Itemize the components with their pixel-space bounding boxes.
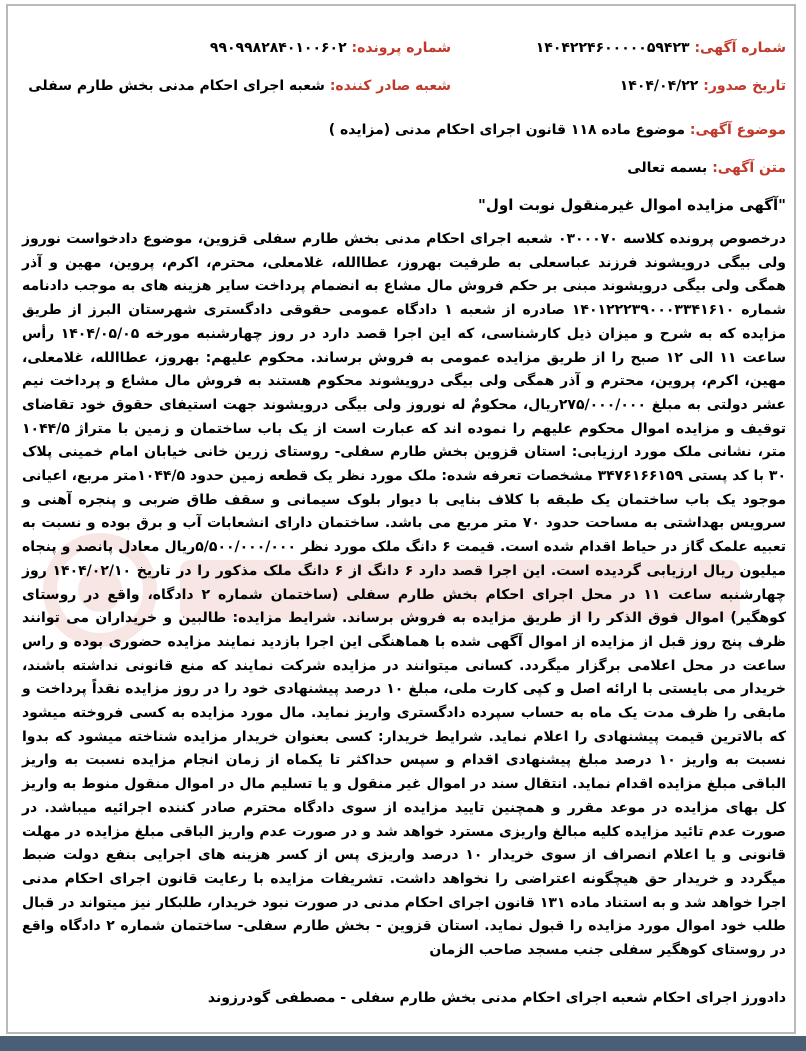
subject-value: موضوع ماده ۱۱۸ قانون اجرای احکام مدنی (مزایده ) <box>328 122 685 138</box>
case-number-value: ۹۹۰۹۹۸۲۸۴۰۱۰۰۶۰۲ <box>209 40 347 56</box>
ad-number-value: ۱۴۰۴۲۲۴۶۰۰۰۰۰۵۹۴۲۳ <box>535 40 690 56</box>
ad-title: "آگهی مزایده اموال غیرمنقول نوبت اول" <box>478 196 786 214</box>
text-intro-label: متن آگهی: <box>712 160 786 176</box>
issuer-row <box>28 78 451 94</box>
issue-date-row <box>620 78 786 94</box>
issuer-value: شعبه اجرای احکام مدنی بخش طارم سفلی <box>28 78 325 94</box>
subject-label: موضوع آگهی: <box>689 122 786 138</box>
signature-line: دادورز اجرای احکام شعبه اجرای احکام مدنی بخش طارم سفلی - مصطفی گودرزوند <box>207 990 786 1006</box>
subject-row <box>329 122 786 138</box>
case-number-row <box>210 40 451 56</box>
notice-body: درخصوص پرونده کلاسه ۰۳۰۰۰۷۰ شعبه اجرای احکام مدنی بخش طارم سفلی قزوین، موضوع دادخواست نوروز ولی بیگی درویشوند فرزند عباسعلی به طرفیت بهروز، عطاالله، غلامعلی، محترم، اکرم، پروین، مهین و آذر همگی ولی بیگی درویشوند مبنی بر حکم فروش مال مشاع به انضمام پرداخت سایر هزینه های به موجب دادنامه شماره ۱۴۰۱۲۲۲۳۹۰۰۰۳۳۴۱۶۱۰ صادره از شعبه ۱ دادگاه عمومی حقوقی دادگستری شهرستان البرز از طریق مزایده که به شرح و میزان ذیل کارشناسی، که این اجرا قصد دارد در روز چهارشنبه مورخه ۱۴۰۴/۰۵/۰۵ رأس ساعت ۱۱ الی ۱۲ صبح را از طریق مزایده عمومی به فروش برساند. محکوم علیهم: بهروز، عطاالله، غلامعلی، مهین، اکرم، پروین، محترم و آذر همگی ولی بیگی درویشوند محکوم هستند به فروش مال مشاع و پرداخت نیم عشر دولتی به مبلغ ۲۷۵/۰۰۰/۰۰۰ریال، محکومٌ له نوروز ولی بیگی درویشوند جهت استیفای حقوق خود تقاضای توقیف و مزایده اموال محکوم علیهم را نموده اند که عبارت است از یک باب ساختمان و زمین با متراژ ۱۰۴۴/۵ متر، نشانی ملک مورد ارزیابی: استان قزوین بخش طارم سفلی- روستای زرین خانی خیابان امام خمینی پلاک ۳۰ با کد پستی ۳۴۷۶۱۶۶۱۵۹ مشخصات تعرفه شده: ملک مورد نظر یک قطعه زمین حدود ۱۰۴۴/۵متر مربع، اعیانی موجود یک باب ساختمان یک طبقه با کلاف بنایی با دیوار بلوک سیمانی و سقف طاق ضربی و پنجره آهنی و سرویس بهداشتی به مساحت حدود ۷۰ متر مربع می باشد. ساختمان دارای انشعابات آب و برق بوده و نسبت به تعبیه علمک گاز در حیاط اقدام شده است. قیمت ۶ دانگ ملک مورد نظر ۵/۵۰۰/۰۰۰/۰۰۰ریال معادل پانصد و پنجاه میلیون ریال ارزیابی گردیده است. این اجرا قصد دارد ۶ دانگ از ۶ دانگ ملک مذکور را در تاریخ ۱۴۰۴/۰۲/۱۰ روز چهارشنبه ساعت ۱۱ در محل اجرای احکام بخش طارم سفلی (ساختمان شماره ۲ دادگاه، واقع در روستای کوهگیر) اموال فوق الذکر را از طریق مزایده به فروش برساند. شرایط مزایده: طالبین و خریداران می توانند ظرف پنج روز قبل از مزایده از اموال آگهی شده با هماهنگی این اجرا بازدید نمایند مزایده حضوری بوده و راس ساعت در محل اعلامی برگزار میگردد. کسانی میتوانند در مزایده شرکت نمایند که منع قانونی نداشته باشند، خریدار می بایستی با ارائه اصل و کپی کارت ملی، مبلغ ۱۰ درصد پیشنهادی خود را در روز مزایده نقداً پرداخت و مابقی را ظرف مدت یک ماه به حساب سپرده دادگستری واریز نماید. مال مورد مزایده به کسی فروخته میشود که بالاترین قیمت پیشنهادی را اعلام نماید. شرایط خریدار: کسی بعنوان خریدار مزایده شناخته میشود که بدوا نسبت به واریز ۱۰ درصد مبلغ پیشنهادی اقدام و سپس حداکثر تا یکماه از زمان انجام مزایده نسبت به واریز الباقی مبلغ مزایده اقدام نماید. انتقال سند در اموال غیر منقول و یا تسلیم مال در اموال منقول منوط به واریز کل بهای مزایده در موعد مقرر و همچنین تایید مزایده از سوی دادگاه محترم صادر کننده اجرائیه میباشد. در صورت عدم تائید مزایده کلیه مبالغ واریزی مسترد خواهد شد و در صورت عدم واریز الباقی مبلغ مزایده در مهلت قانونی و یا اعلام انصراف از سوی خریدار ۱۰ درصد واریزی پس از کسر هزینه های اجرایی بنفع دولت ضبط میگردد و خریدار حق هیچگونه اعتراضی را نخواهد داشت. تشریفات مزایده با رعایت قانون اجرای احکام مدنی اجرا خواهد شد و به استناد ماده ۱۳۱ قانون اجرای احکام مدنی در صورت نبود خریدار، طلبکار نیز میتواند در قبال طلب خود اموال مورد مزایده را قبول نماید. استان قزوین - بخش طارم سفلی- ساختمان شماره ۲ دادگاه واقع در روستای کوهگیر سفلی جنب مسجد صاحب الزمان <box>22 231 787 959</box>
bottom-bar <box>0 1036 806 1051</box>
text-intro-row <box>627 160 786 176</box>
ad-number-label: شماره آگهی: <box>694 40 786 56</box>
case-number-label: شماره پرونده: <box>351 40 451 56</box>
issue-date-label: تاریخ صدور: <box>703 78 786 94</box>
ad-number-row <box>536 40 786 56</box>
text-intro-value: بسمه تعالی <box>627 160 708 176</box>
issue-date-value: ۱۴۰۴/۰۴/۲۲ <box>619 78 699 94</box>
issuer-label: شعبه صادر کننده: <box>329 78 451 94</box>
